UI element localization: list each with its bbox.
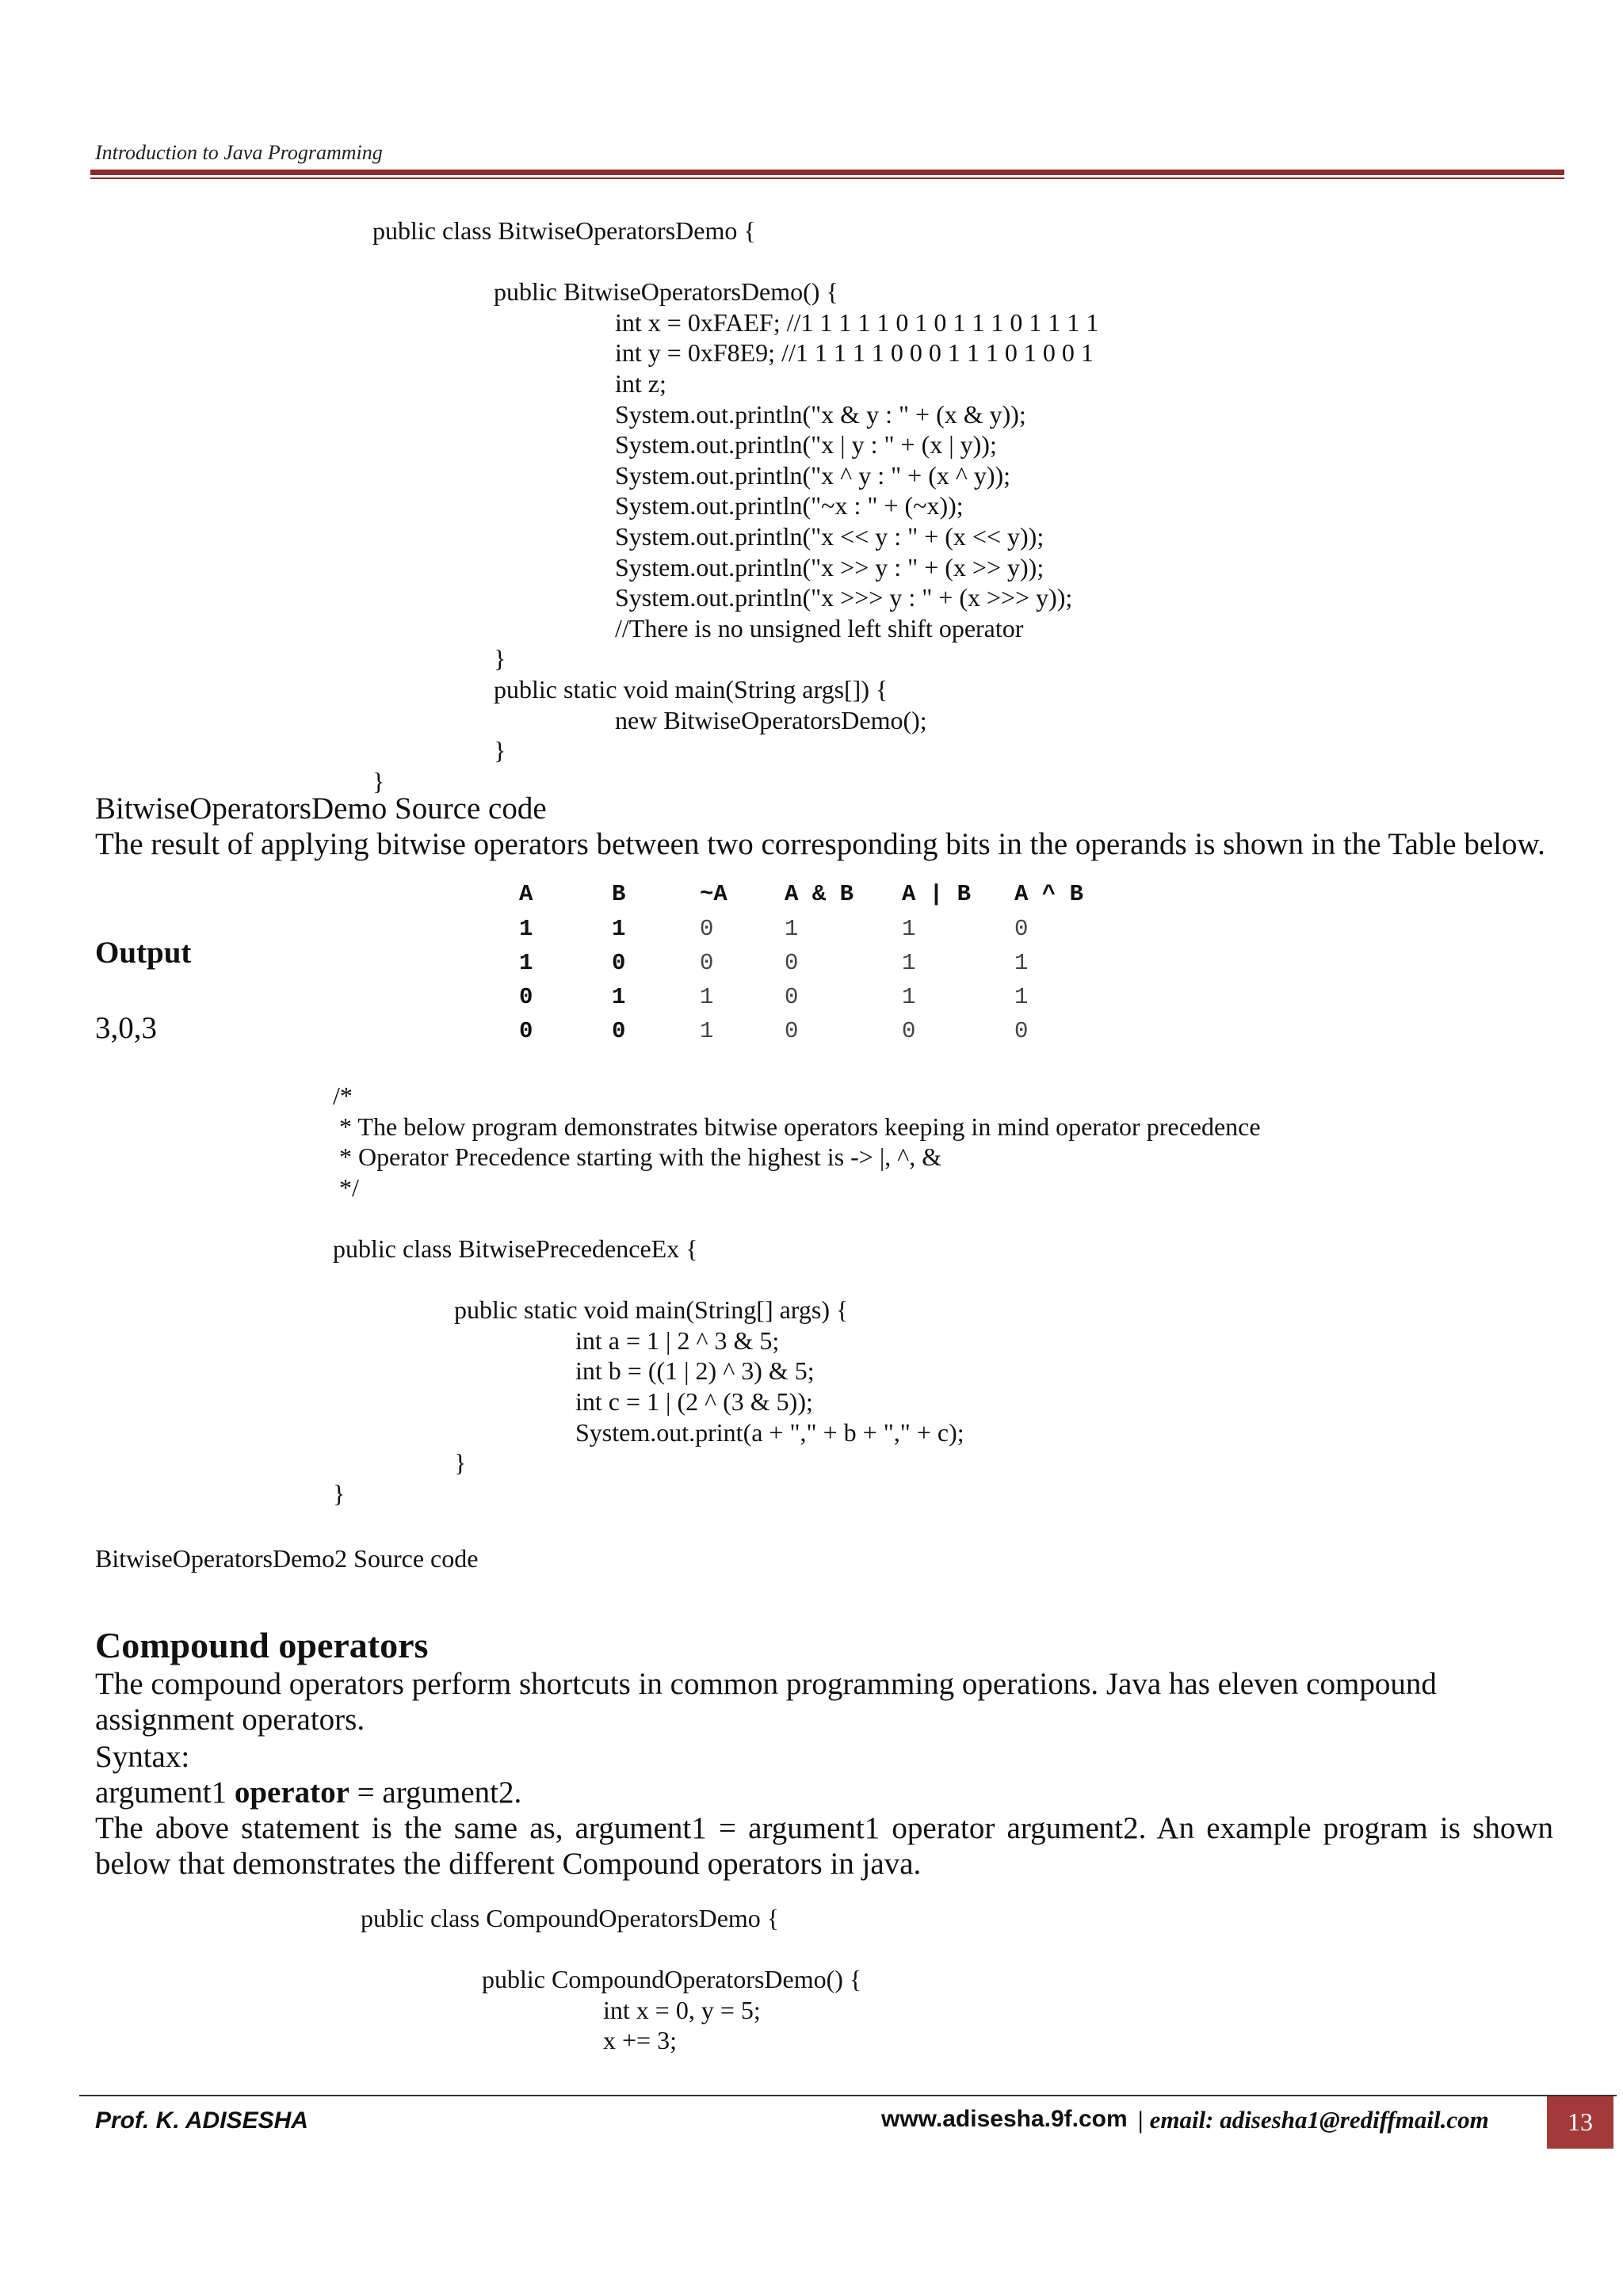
code-bitwise-demo-line: public class BitwiseOperatorsDemo { <box>372 216 756 245</box>
footer-website: www.adisesha.9f.com <box>881 2106 1128 2132</box>
syntax-line: argument1 operator = argument2. <box>95 1775 522 1810</box>
truth-table-header: A <box>519 881 533 907</box>
truth-table-cell: 0 <box>785 1018 799 1044</box>
truth-table-cell: 0 <box>519 1018 533 1044</box>
code-precedence-line: int a = 1 | 2 ^ 3 & 5; <box>575 1325 780 1355</box>
truth-table-cell: 1 <box>519 916 533 942</box>
truth-table-cell: 0 <box>612 950 626 976</box>
code-bitwise-demo-line: int x = 0xFAEF; //1 1 1 1 1 0 1 0 1 1 1 0 1 1 1 1 <box>615 307 1099 337</box>
paragraph-compound-equivalence: The above statement is the same as, argument1 = argument1 operator argument2. An example program is shown below that demonstrates the different Compound operators in java. <box>95 1811 1553 1881</box>
truth-table-cell: 1 <box>902 984 916 1010</box>
code-precedence-line: public class BitwisePrecedenceEx { <box>333 1234 698 1263</box>
footer-email: | email: adisesha1@rediffmail.com <box>1138 2106 1489 2134</box>
running-header-title: Introduction to Java Programming <box>95 141 383 164</box>
truth-table-cell: 0 <box>700 916 714 942</box>
code-bitwise-demo-line: int y = 0xF8E9; //1 1 1 1 1 0 0 0 1 1 1 0 1 0 0 1 <box>615 338 1094 368</box>
header-rule-thin <box>90 177 1564 179</box>
footer-rule <box>79 2095 1617 2096</box>
truth-table-header: A ^ B <box>1014 881 1084 907</box>
code-bitwise-demo-line: //There is no unsigned left shift operator <box>615 613 1024 643</box>
truth-table-cell: 0 <box>785 950 799 976</box>
truth-table-cell: 0 <box>1014 916 1029 942</box>
syntax-label: Syntax: <box>95 1740 190 1774</box>
code-precedence-line: } <box>454 1448 467 1478</box>
truth-table-cell: 1 <box>519 950 533 976</box>
code-compound-demo-line: public class CompoundOperatorsDemo { <box>361 1904 780 1932</box>
code-bitwise-demo-line: } <box>494 736 506 765</box>
paragraph-bitwise-result: The result of applying bitwise operators between two corresponding bits in the operands is shown in the Table below. <box>95 827 1545 861</box>
paragraph-compound-intro: The compound operators perform shortcuts in common programming operations. Java has eleven compound assignment operators. <box>95 1667 1437 1737</box>
code-bitwise-demo-line: public static void main(String args[]) { <box>494 675 888 704</box>
output-label: Output <box>95 936 192 970</box>
output-value: 3,0,3 <box>95 1011 157 1045</box>
code-precedence-line: /* <box>333 1081 353 1110</box>
footer-author: Prof. K. ADISESHA <box>95 2107 308 2134</box>
code-bitwise-demo-line: System.out.println("x ^ y : " + (x ^ y)); <box>615 460 1011 490</box>
section-heading: Compound operators <box>95 1625 429 1665</box>
truth-table-cell: 1 <box>700 1018 714 1044</box>
truth-table-cell: 1 <box>1014 950 1029 976</box>
page-number: 13 <box>1568 2107 1593 2136</box>
code-bitwise-demo-line: System.out.println("x & y : " + (x & y)); <box>615 399 1026 429</box>
truth-table-cell: 1 <box>612 984 626 1010</box>
truth-table-header: ~A <box>700 881 727 907</box>
truth-table-cell: 0 <box>902 1018 916 1044</box>
code-bitwise-demo-line: System.out.println("x >> y : " + (x >> y)); <box>615 552 1044 582</box>
truth-table-cell: 0 <box>785 984 799 1010</box>
code-bitwise-demo-line: System.out.println("x >>> y : " + (x >>> y)); <box>615 583 1073 612</box>
code-precedence-line: System.out.print(a + "," + b + "," + c); <box>575 1417 964 1447</box>
code-precedence-line: int c = 1 | (2 ^ (3 & 5)); <box>575 1387 813 1416</box>
truth-table-cell: 0 <box>1014 1018 1029 1044</box>
caption-bitwise-demo: BitwiseOperatorsDemo Source code <box>95 791 547 826</box>
code-bitwise-demo-line: System.out.println("x << y : " + (x << y)); <box>615 522 1044 551</box>
truth-table-cell: 1 <box>902 916 916 942</box>
caption-precedence: BitwiseOperatorsDemo2 Source code <box>95 1544 479 1573</box>
code-bitwise-demo-line: int z; <box>615 369 666 398</box>
header-rule <box>90 170 1564 175</box>
code-compound-demo-line: public CompoundOperatorsDemo() { <box>482 1965 862 1994</box>
code-precedence-line: int b = ((1 | 2) ^ 3) & 5; <box>575 1356 815 1386</box>
truth-table-cell: 1 <box>612 916 626 942</box>
code-bitwise-demo-line: System.out.println("~x : " + (~x)); <box>615 491 964 521</box>
code-bitwise-demo-line: } <box>494 644 506 673</box>
code-bitwise-demo-line: System.out.println("x | y : " + (x | y)); <box>615 430 997 460</box>
truth-table-header: A & B <box>785 881 854 907</box>
truth-table-cell: 0 <box>700 950 714 976</box>
code-precedence-line: public static void main(String[] args) { <box>454 1295 849 1325</box>
code-bitwise-demo-line: public BitwiseOperatorsDemo() { <box>494 277 838 307</box>
truth-table-cell: 1 <box>1014 984 1029 1010</box>
code-compound-demo-line: int x = 0, y = 5; <box>603 1995 761 2024</box>
code-precedence-line: * Operator Precedence starting with the highest is -> |, ^, & <box>333 1142 942 1172</box>
truth-table-cell: 1 <box>700 984 714 1010</box>
code-precedence-line: } <box>333 1478 346 1508</box>
code-bitwise-demo-line: new BitwiseOperatorsDemo(); <box>615 705 927 734</box>
code-compound-demo-line: x += 3; <box>603 2026 677 2055</box>
code-precedence-line: * The below program demonstrates bitwise operators keeping in mind operator precedence <box>333 1112 1261 1141</box>
truth-table-cell: 0 <box>519 984 533 1010</box>
truth-table-cell: 0 <box>612 1018 626 1044</box>
truth-table-cell: 1 <box>785 916 799 942</box>
code-precedence-line: */ <box>333 1173 359 1202</box>
code-bitwise-demo-line: } <box>372 766 385 795</box>
truth-table-cell: 1 <box>902 950 916 976</box>
truth-table-header: B <box>612 881 626 907</box>
truth-table-header: A | B <box>902 881 972 907</box>
